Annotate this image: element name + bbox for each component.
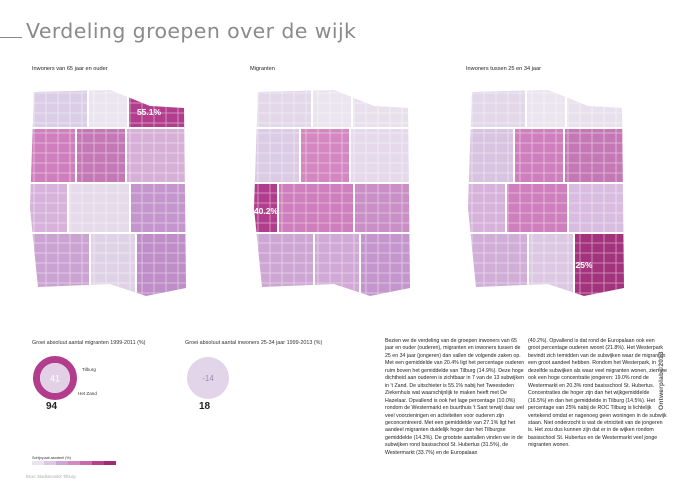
donut-inner-value: -14: [202, 374, 214, 383]
map-migranten: [252, 88, 410, 298]
source-note: Bron: Stadsmonitor Tilburg: [26, 474, 76, 479]
map-label-jongeren: Inwoners tussen 25 en 34 jaar: [466, 66, 541, 72]
legend-swatch: [56, 461, 68, 465]
map-highlight-value: 25%: [575, 260, 593, 270]
body-text-column-1: Bezien we de verdeling van de groepen inwoners van 65 jaar en ouder (ouderen), migranten en inwoners tussen de 25 en 34 jaar (jongeren) dan vallen de volgende zaken op. Met een gemiddelde van 20.4% ligt het percentage ouderen ruim boven het gemiddelde van Tilburg (14.9%). Deze hoge dichtheid aan ouderen is zichtbaar in 7 van de 13 subwijken in 't Zand. De uitschieter is 55.1% nabij het Tweesteden Ziekenhuis wat waarschijnlijk te maken heeft met De Hazelaar. Opvallend is ook het lage percentage (10.0%) rondom de Westermarkt en buurthuis 't Sant terwijl daar wel veel voorzieningen en activiteiten voor ouderen zijn geconcentreerd. Met een gemiddelde van 27.1% ligt het aandeel migranten duidelijk hoger dan het Tilburgse gemiddelde (14.3%). De grootste aantallen vinden we in de subwijken rond basisschool St. Hubertus (31.5%), de Westermarkt (33.7%) en de Europalaan: [385, 338, 525, 456]
map-jongeren: [466, 88, 624, 298]
ring-label-het-zand: Het Zand: [78, 391, 97, 396]
map-label-ouderen: Inwoners van 65 jaar en ouder: [32, 66, 108, 72]
donut-jongeren: [185, 355, 231, 406]
legend-swatch: [80, 461, 92, 465]
legend-swatch: [32, 461, 44, 465]
legend-swatch: [68, 461, 80, 465]
body-text-column-2: (40.2%). Opvallend is dat rond de Europalaan ook een groot percentage ouderen woont (21.8%). Het Westerpark bevindt zich temidden van de subwijken waar de migranten een groot aandeel hebben. Rondom het Westerpark, in dezelfde subwijken als waar veel migranten wonen, zien we ook een hoge concentratie jongeren: 19.0% rond de Westermarkt en 20.3% rond basisschool St. Hubertus. Concentraties die hoger zijn dan het wijkgemiddelde (16.5%) en dan het gemiddelde in Tilburg (14.5%). Het percentage van 25% nabij de ROC Tilburg is lichtelijk vertekend omdat er nagenoeg geen woningen in de subwijk staan. Niet onderzocht is wat de etniciteit van de jongeren is. Het zou dus kunnen zijn dat er in de wijken rondom basisschool St. Hubertus en de Westermarkt veel jonge migranten wonen.: [528, 338, 667, 449]
map-highlight-value: 40.2%: [253, 206, 279, 216]
title-rule: [0, 37, 22, 38]
map-highlight-value: 55.1%: [136, 107, 162, 117]
growth-heading-jongeren: Groei absoluut aantal inwoners 25-34 jaar 1999-2013 (%): [185, 340, 323, 346]
growth-heading-migranten: Groei absoluut aantal migranten 1999-2011 (%): [32, 340, 146, 346]
growth-total-jongeren: 18: [199, 401, 211, 412]
page-title: Verdeling groepen over de wijk: [26, 19, 357, 43]
brand-credit: Ontwerplab©2013: [658, 351, 665, 410]
legend-swatch: [44, 461, 56, 465]
growth-total-migranten: 94: [46, 401, 58, 412]
map-label-migranten: Migranten: [250, 66, 275, 72]
legend-title: Schijnpaal aandeel (%): [32, 456, 72, 460]
ring-label-tilburg: Tilburg: [82, 367, 96, 372]
legend-swatch: [92, 461, 104, 465]
donut-migranten: [32, 355, 78, 406]
donut-inner-value: 41: [49, 373, 61, 384]
legend: [32, 461, 116, 465]
legend-swatch: [104, 461, 116, 465]
map-ouderen: [28, 88, 186, 298]
